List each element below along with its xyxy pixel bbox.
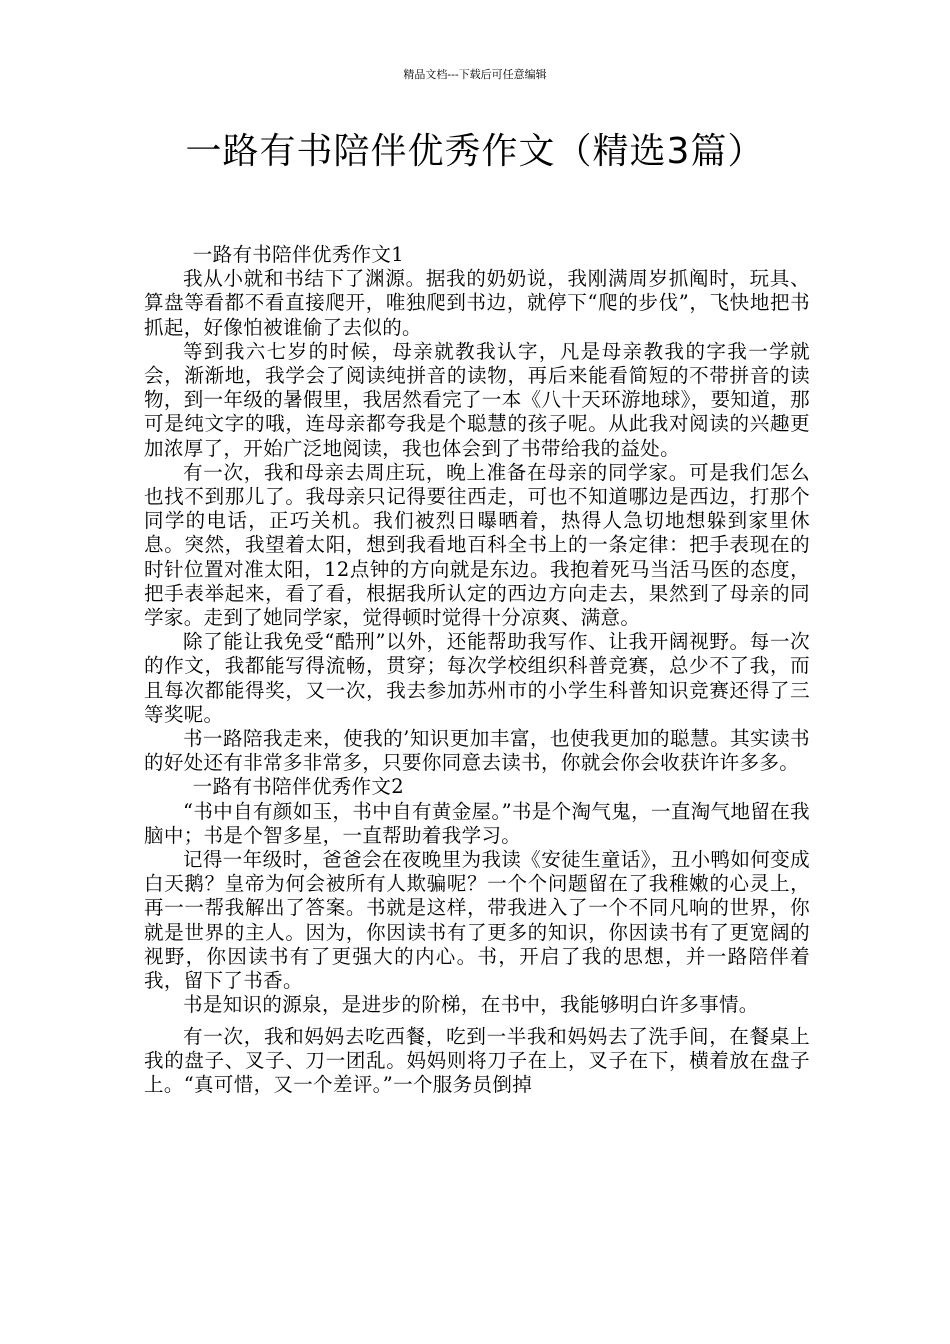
paragraph: 记得一年级时，爸爸会在夜晚里为我读《安徒生童话》，丑小鸭如何变成白天鹅？皇帝为何会被所有人欺骗呢？一个个问题留在了我稚嫩的心灵上，再一一帮我解出了答案。书就是这样，带我进入了一个不同凡响的世界，你就是世界的主人。因为，你因读书有了更多的知识，你因读书有了更宽阔的视野，你因读书有了更强大的内心。书，开启了我的思想，并一路陪伴着我，留下了书香。 [144, 848, 810, 993]
essay-heading-2: 一路有书陪伴优秀作文2 [192, 775, 405, 799]
paragraph: “书中自有颜如玉，书中自有黄金屋。”书是个淘气鬼，一直淘气地留在我脑中；书是个智多星，一直帮助着我学习。 [144, 799, 810, 847]
paragraph: 有一次，我和母亲去周庄玩，晚上准备在母亲的同学家。可是我们怎么也找不到那儿了。我母亲只记得要往西走，可也不知道哪边是西边，打那个同学的电话，正巧关机。我们被烈日曝晒着，热得人急切地想躲到家里休息。突然，我望着太阳，想到我看地百科全书上的一条定律：把手表现在的时针位置对准太阳，12点钟的方向就是东边。我抱着死马当活马医的态度，把手表举起来，看了看，根据我所认定的西边方向走去，果然到了母亲的同学家。走到了她同学家，觉得顿时觉得十分凉爽、满意。 [144, 460, 810, 630]
paragraph: 除了能让我免受“酷刑”以外，还能帮助我写作、让我开阔视野。每一次的作文，我都能写得流畅，贯穿；每次学校组织科普竞赛，总少不了我，而且每次都能得奖，又一次，我去参加苏州市的小学生科普知识竞赛还得了三等奖呢。 [144, 630, 810, 726]
header-note: 精品文档---下载后可任意编辑 [403, 68, 547, 81]
paragraph: 有一次，我和妈妈去吃西餐，吃到一半我和妈妈去了洗手间，在餐桌上我的盘子、叉子、刀一团乱。妈妈则将刀子在上，叉子在下，横着放在盘子上。“真可惜，又一个差评。”一个服务员倒掉 [144, 1024, 810, 1096]
paragraph: 我从小就和书结下了渊源。据我的奶奶说，我刚满周岁抓阄时，玩具、算盘等看都不看直接爬开，唯独爬到书边，就停下“爬的步伐”，飞快地把书抓起，好像怕被谁偷了去似的。 [144, 267, 810, 339]
paragraph: 等到我六七岁的时候，母亲就教我认字，凡是母亲教我的字我一学就会，渐渐地，我学会了阅读纯拼音的读物，再后来能看简短的不带拼音的读物，到一年级的暑假里，我居然看完了一本《八十天环游地球》，要知道，那可是纯文字的哦，连母亲都夸我是个聪慧的孩子呢。从此我对阅读的兴趣更加浓厚了，开始广泛地阅读，我也体会到了书带给我的益处。 [144, 339, 810, 460]
document-title: 一路有书陪伴优秀作文（精选3篇） [185, 131, 765, 172]
essay-heading-1: 一路有书陪伴优秀作文1 [192, 243, 405, 266]
document-body [144, 243, 810, 1097]
paragraph: 书是知识的源泉，是进步的阶梯，在书中，我能够明白许多事情。 [183, 993, 759, 1017]
paragraph: 书一路陪我走来，使我的’知识更加丰富，也使我更加的聪慧。其实读书的好处还有非常多非常多，只要你同意去读书，你就会你会收获许许多多。 [144, 727, 810, 775]
